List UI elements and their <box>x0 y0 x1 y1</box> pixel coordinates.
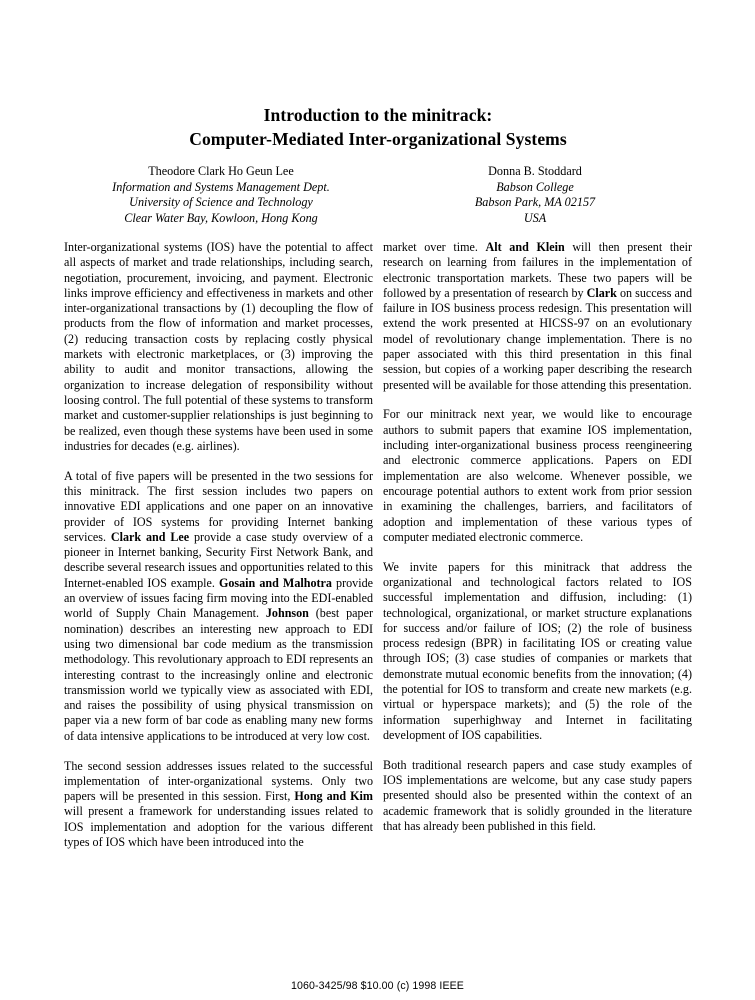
text-run: provide a case study overview of a pioneer in Internet banking, Security First Network Bank, and describe several research issues and opportunities related to this Internet-enabled IOS example. <box>64 529 373 590</box>
paragraph-paper-types: Both traditional research papers and case study examples of IOS implementations are welcome, but any case study papers presented should also be presented within the context of an academic framework that is solidly grounded in the literature that has already been published in this field. <box>383 757 692 833</box>
paragraph-second-session-continued <box>383 240 692 393</box>
author-mention-clark-lee: Clark and Lee <box>110 529 190 544</box>
text-run: will present a framework for understanding issues related to IOS implementation and adoption for the various different types of IOS which have been introduced into the <box>64 804 373 849</box>
author-mention-hong-kim: Hong and Kim <box>294 789 373 804</box>
text-run: A total of five papers will be presented in the two sessions for this minitrack. The first session includes two papers on innovative EDI applications and one paper on an innovative provider of IOS systems for providing Internet banking services. <box>64 468 373 544</box>
title-line-2: Computer-Mediated Inter-organizational Systems <box>189 129 567 149</box>
affiliation-left-line-2: University of Science and Technology <box>129 195 313 210</box>
column-right <box>383 240 692 850</box>
text-run: on success and failure in IOS business process redesign. This presentation will extend the work presented at HICSS-97 on an evolutionary model of revolutionary change implementation. There is no paper associated with this third presentation in this final session, but copies of a working paper describing the research presented will be available for those attending this presentation. <box>383 285 692 392</box>
affiliation-right-line-2: Babson Park, MA 02157 <box>474 195 596 210</box>
author-block <box>64 164 692 226</box>
column-left <box>64 240 373 850</box>
paragraph-next-year-call: For our minitrack next year, we would like to encourage authors to submit papers that examine IOS implementation, including inter-organizational business process reengineering and electronic commerce applications. Papers on EDI implementation are also welcome. Whenever possible, we encourage potential authors to extent work from prior session in examining the challenges, barriers, and facilitators of adoption and implementation of these various types of computer mediated electronic commerce. <box>383 407 692 544</box>
text-run: The second session addresses issues related to the successful implementation of inter-organizational systems. Only two papers will be presented in this session. First, <box>64 758 373 804</box>
author-mention-gosain-malhotra: Gosain and Malhotra <box>218 575 332 590</box>
author-mention-johnson: Johnson <box>265 606 309 621</box>
paragraph-first-session <box>64 469 373 744</box>
author-mention-alt-klein: Alt and Klein <box>485 240 565 254</box>
affiliation-right-line-1: Babson College <box>496 179 574 194</box>
affiliation-right-line-3: USA <box>523 210 547 225</box>
text-run: (best paper nomination) describes an interesting new approach to EDI using two dimensional bar code medium as the transmission methodology. This revolutionary approach to EDI represents an interesting contrast to the increasingly online and electronic transmission world we typically view as associated with EDI, and raises the possibility of using physical transmission on paper via a new form of bar code as enabling many new forms of data intensive applications to be introduced at very low cost. <box>64 606 373 743</box>
title-line-1: Introduction to the minitrack: <box>263 105 493 125</box>
body-columns <box>64 240 692 850</box>
text-run: provide an overview of issues facing firm moving into the EDI-enabled world of Supply Chain Management. <box>64 575 373 621</box>
affiliation-left-line-3: Clear Water Bay, Kowloon, Hong Kong <box>124 210 318 225</box>
text-run: will then present their research on learning from failures in the implementation of electronic transportation markets. These two papers will be followed by a presentation of research by <box>383 240 692 300</box>
author-names-right: Donna B. Stoddard <box>488 164 582 178</box>
author-mention-clark: Clark <box>586 285 617 300</box>
affiliation-left-line-1: Information and Systems Management Dept. <box>112 179 330 194</box>
paper-title <box>64 103 692 151</box>
author-names-left: Theodore Clark Ho Geun Lee <box>148 164 294 178</box>
text-run: market over time. <box>383 240 486 254</box>
paragraph-invite-topics: We invite papers for this minitrack that address the organizational and technological factors related to IOS successful implementation and diffusion, including: (1) technological, organizational, or market structure explanations for success and/or failure of IOS; (2) the role of business process redesign (BPR) in facilitating IOS or creating value through IOS; (3) case studies of companies or markets that demonstrate mutual economic benefits from the innovation; (4) the potential for IOS to transform and create new markets (e.g. virtual or hyperspace markets); and (5) the role of the information superhighway and Internet in facilitating development of IOS capabilities. <box>383 559 692 742</box>
paragraph-intro: Inter-organizational systems (IOS) have the potential to affect all aspects of market and trade relationships, including search, negotiation, procurement, invoicing, and payment. Electronic links improve efficiency and effectiveness in markets and other inter-organizational transactions by (1) decoupling the flow of products from the flow of information and market processes, (2) reducing transaction costs by replacing costly physical markets with electronic marketplaces, or (3) improving the ability to audit and monitor transactions, allowing the organization to increase delegation of responsibility without loosing control. The full potential of these systems to transform market and customer-supplier relationships is just beginning to be realized, even though these systems have been used in some industries for decades (e.g. airlines). <box>64 240 373 453</box>
copyright-footer: 1060-3425/98 $10.00 (c) 1998 IEEE <box>291 980 464 992</box>
paragraph-second-session <box>64 759 373 851</box>
author-group-left <box>64 164 378 226</box>
author-group-right <box>378 164 692 226</box>
